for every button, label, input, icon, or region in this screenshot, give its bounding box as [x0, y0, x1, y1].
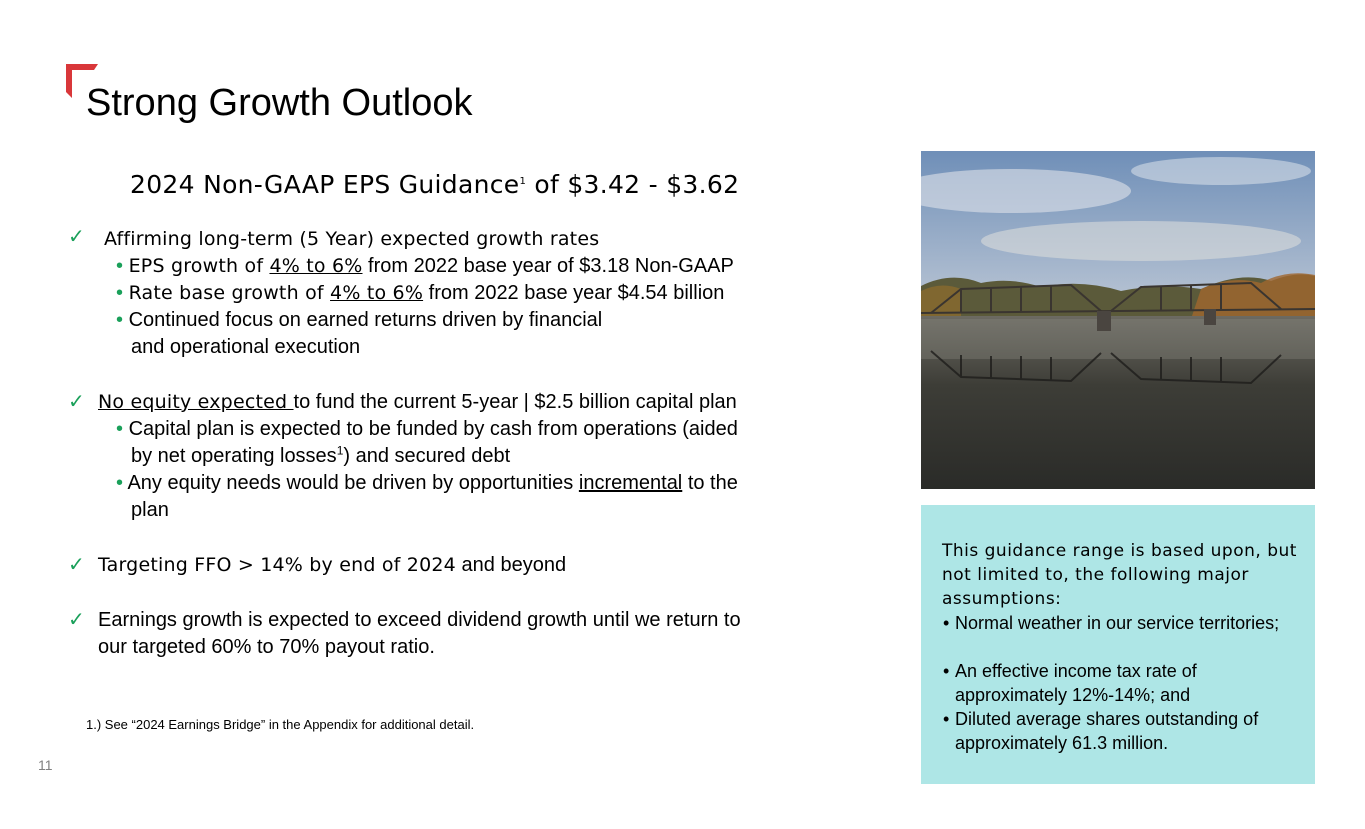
list-item: • Diluted average shares outstanding of approximately 61.3 million.: [943, 709, 1259, 753]
footnote: 1.) See “2024 Earnings Bridge” in the Appendix for additional detail.: [86, 717, 475, 732]
list-item: • Continued focus on earned returns driven by financial: [116, 309, 603, 331]
ffo-target: Targeting FFO > 14% by end of 2024 and beyond: [98, 554, 567, 576]
list-item: • An effective income tax rate of approximately 12%-14%; and: [943, 661, 1197, 705]
assumptions-box: [921, 505, 1315, 784]
check-icon: ✓: [68, 552, 85, 576]
list-item-continuation: by net operating losses$^1$) and secured debt: [131, 443, 511, 467]
footnote-ref: 1: [519, 176, 527, 187]
earnings-growth-line2: our targeted 60% to 70% payout ratio.: [98, 636, 435, 658]
list-item: • Capital plan is expected to be funded by cash from operations (aided: [116, 418, 738, 440]
earnings-growth-line1: Earnings growth is expected to exceed dividend growth until we return to: [98, 609, 741, 631]
check-icon: ✓: [68, 607, 85, 631]
bridge-river-photo: [921, 151, 1315, 489]
growth-rates-heading: Affirming long-term (5 Year) expected growth rates: [104, 228, 600, 250]
list-item-continuation: and operational execution: [131, 336, 361, 358]
page-number: 11: [38, 757, 53, 773]
page-title: Strong Growth Outlook: [86, 82, 473, 124]
list-item: • Normal weather in our service territories;: [943, 613, 1280, 633]
list-item-continuation: plan: [131, 499, 169, 521]
list-item: • Any equity needs would be driven by opportunities incremental to the: [116, 472, 738, 494]
check-icon: ✓: [68, 224, 85, 248]
assumptions-intro: This guidance range is based upon, but not limited to, the following major assumptions:: [942, 541, 1297, 609]
no-equity-heading: No equity expected to fund the current 5-year | $2.5 billion capital plan: [98, 391, 737, 413]
eps-guidance-headline: 2024 Non-GAAP EPS Guidance$^1$ of $3.42 - $3.62: [130, 170, 740, 199]
list-item: • Rate base growth of 4% to 6% from 2022 base year $4.54 billion: [116, 282, 725, 304]
list-item: • EPS growth of 4% to 6% from 2022 base year of $3.18 Non-GAAP: [116, 255, 734, 277]
check-icon: ✓: [68, 389, 85, 413]
